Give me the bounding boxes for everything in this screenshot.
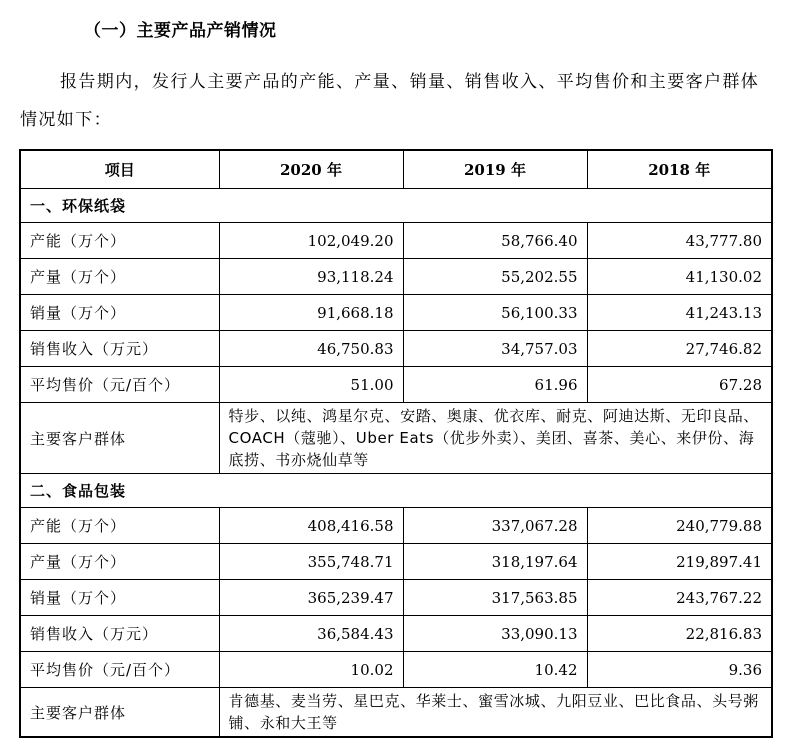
table-header-row	[20, 150, 772, 189]
cell-2018: 43,777.80	[587, 223, 772, 259]
cell-2018: 243,767.22	[587, 580, 772, 616]
row-label: 销量（万个）	[20, 580, 219, 616]
section-title: 二、食品包装	[20, 474, 772, 508]
header-2019: 2019 年	[403, 150, 587, 189]
cell-2018: 41,130.02	[587, 259, 772, 295]
cell-2019: 61.96	[403, 367, 587, 403]
cell-2020: 355,748.71	[219, 544, 403, 580]
section-title: 一、环保纸袋	[20, 189, 772, 223]
cell-2018: 27,746.82	[587, 331, 772, 367]
cell-2020: 91,668.18	[219, 295, 403, 331]
customer-row	[20, 403, 772, 474]
table-row	[20, 259, 772, 295]
customer-list: 特步、以纯、鸿星尔克、安踏、奥康、优衣库、耐克、阿迪达斯、无印良品、COACH（蔻驰）、Uber Eats（优步外卖）、美团、喜茶、美心、来伊份、海底捞、书亦烧仙草等	[219, 403, 772, 474]
table-row	[20, 616, 772, 652]
cell-2020: 36,584.43	[219, 616, 403, 652]
cell-2019: 317,563.85	[403, 580, 587, 616]
row-label: 销售收入（万元）	[20, 616, 219, 652]
table-row	[20, 223, 772, 259]
customer-row	[20, 688, 772, 738]
section-heading: （一）主要产品产销情况	[84, 21, 277, 41]
customer-label: 主要客户群体	[20, 688, 219, 738]
table-row	[20, 295, 772, 331]
cell-2019: 55,202.55	[403, 259, 587, 295]
row-label: 产量（万个）	[20, 544, 219, 580]
header-2018: 2018 年	[587, 150, 772, 189]
production-sales-table	[19, 149, 773, 738]
cell-2020: 93,118.24	[219, 259, 403, 295]
cell-2018: 41,243.13	[587, 295, 772, 331]
cell-2019: 34,757.03	[403, 331, 587, 367]
cell-2019: 10.42	[403, 652, 587, 688]
customer-list: 肯德基、麦当劳、星巴克、华莱士、蜜雪冰城、九阳豆业、巴比食品、头号粥铺、永和大王等	[219, 688, 772, 738]
cell-2020: 46,750.83	[219, 331, 403, 367]
cell-2020: 408,416.58	[219, 508, 403, 544]
cell-2019: 56,100.33	[403, 295, 587, 331]
section-row	[20, 189, 772, 223]
cell-2018: 219,897.41	[587, 544, 772, 580]
table-row	[20, 508, 772, 544]
intro-paragraph: 报告期内，发行人主要产品的产能、产量、销量、销售收入、平均售价和主要客户群体情况如下：	[20, 72, 760, 130]
cell-2018: 240,779.88	[587, 508, 772, 544]
header-2020: 2020 年	[219, 150, 403, 189]
cell-2019: 318,197.64	[403, 544, 587, 580]
table-row	[20, 580, 772, 616]
row-label: 平均售价（元/百个）	[20, 652, 219, 688]
row-label: 销售收入（万元）	[20, 331, 219, 367]
row-label: 产能（万个）	[20, 223, 219, 259]
row-label: 平均售价（元/百个）	[20, 367, 219, 403]
cell-2020: 102,049.20	[219, 223, 403, 259]
row-label: 销量（万个）	[20, 295, 219, 331]
header-item: 项目	[20, 150, 219, 189]
section-row	[20, 474, 772, 508]
row-label: 产能（万个）	[20, 508, 219, 544]
row-label: 产量（万个）	[20, 259, 219, 295]
cell-2019: 58,766.40	[403, 223, 587, 259]
cell-2019: 337,067.28	[403, 508, 587, 544]
cell-2020: 10.02	[219, 652, 403, 688]
cell-2019: 33,090.13	[403, 616, 587, 652]
cell-2018: 22,816.83	[587, 616, 772, 652]
table-row	[20, 544, 772, 580]
table-row	[20, 367, 772, 403]
table-row	[20, 331, 772, 367]
cell-2020: 51.00	[219, 367, 403, 403]
cell-2018: 9.36	[587, 652, 772, 688]
table-row	[20, 652, 772, 688]
cell-2020: 365,239.47	[219, 580, 403, 616]
customer-label: 主要客户群体	[20, 403, 219, 474]
cell-2018: 67.28	[587, 367, 772, 403]
